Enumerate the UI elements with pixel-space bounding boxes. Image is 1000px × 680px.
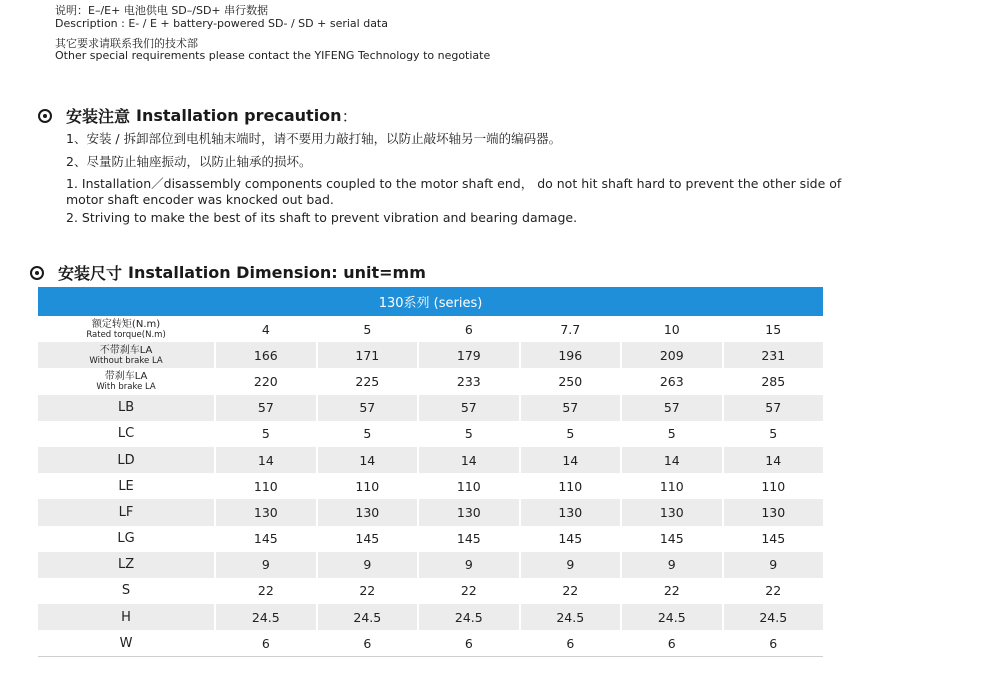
table-row — [38, 473, 823, 499]
table-cell: 6 — [363, 635, 372, 651]
table-cell: 220 — [253, 373, 278, 389]
table-cell: 57 — [622, 395, 721, 421]
precaution-heading — [38, 104, 358, 127]
table-cell: 5 — [261, 426, 270, 442]
table-cell: 225 — [355, 373, 380, 389]
table-body — [38, 316, 823, 656]
table-cell: 5 — [667, 426, 676, 442]
table-cell: 22 — [257, 583, 274, 599]
table-row — [38, 447, 823, 473]
table-row — [38, 368, 823, 394]
table-cell: 24.5 — [216, 604, 315, 630]
row-label — [38, 421, 214, 447]
table-cell: 14 — [521, 447, 620, 473]
row-label — [38, 368, 214, 394]
table-cell: 6 — [464, 635, 473, 651]
row-label — [38, 342, 214, 368]
table-cell: 250 — [558, 373, 583, 389]
row-label-cn: 不带刹车LA — [99, 344, 153, 356]
table-cell: 7.7 — [560, 321, 581, 337]
table-cell: 110 — [456, 478, 481, 494]
row-label — [38, 578, 214, 604]
table-cell: 285 — [761, 373, 786, 389]
table-cell: 14 — [318, 447, 417, 473]
table-cell: 130 — [622, 499, 721, 525]
table-cell: 9 — [521, 552, 620, 578]
table-row — [38, 499, 823, 525]
row-label-text: H — [121, 609, 131, 625]
row-label-text: LC — [117, 426, 135, 442]
row-label-cn: 额定转矩(N.m) — [91, 318, 161, 330]
precaution-en-2: 2. Striving to make the best of its shaft to prevent vibration and bearing damage. — [66, 210, 578, 225]
table-cell: 14 — [622, 447, 721, 473]
table-cell: 22 — [663, 583, 680, 599]
circle-bullet-icon — [38, 109, 52, 123]
table-cell: 9 — [318, 552, 417, 578]
precaution-cn-1: 1、安装 / 拆卸部位到电机轴末端时，请不要用力敲打轴，以防止敲坏轴另一端的编码器。 — [66, 131, 562, 146]
table-cell: 5 — [769, 426, 778, 442]
table-cell: 110 — [659, 478, 684, 494]
note-line-2: Description : E- / E + battery-powered SD- / SD + serial data — [55, 17, 388, 30]
table-cell: 10 — [663, 321, 680, 337]
table-row — [38, 395, 823, 421]
table-cell: 231 — [724, 342, 823, 368]
row-label — [38, 316, 214, 342]
row-label — [38, 526, 214, 552]
table-cell: 179 — [419, 342, 518, 368]
row-label — [38, 552, 214, 578]
row-label — [38, 395, 214, 421]
row-label — [38, 499, 214, 525]
table-cell: 110 — [253, 478, 278, 494]
precaution-cn-2: 2、尽量防止轴座振动，以防止轴承的损坏。 — [66, 154, 312, 169]
table-cell: 24.5 — [622, 604, 721, 630]
note-line-4: Other special requirements please contact the YIFENG Technology to negotiate — [55, 49, 491, 62]
row-label-text: LG — [117, 531, 135, 547]
table-cell: 233 — [456, 373, 481, 389]
row-label-text: S — [121, 583, 131, 599]
table-row — [38, 421, 823, 447]
table-cell: 5 — [363, 426, 372, 442]
table-cell: 5 — [363, 321, 372, 337]
dimension-heading-cn: 安装尺寸 — [58, 264, 123, 283]
table-cell: 57 — [521, 395, 620, 421]
table-cell: 196 — [521, 342, 620, 368]
row-label — [38, 630, 214, 656]
dimension-table — [38, 287, 823, 657]
table-cell: 9 — [419, 552, 518, 578]
table-cell: 24.5 — [419, 604, 518, 630]
table-cell: 6 — [769, 635, 778, 651]
table-row — [38, 342, 823, 368]
table-cell: 6 — [566, 635, 575, 651]
table-cell: 5 — [566, 426, 575, 442]
row-label-text: LB — [117, 400, 135, 416]
table-row — [38, 526, 823, 552]
note-line-3: 其它要求请联系我们的技术部 — [55, 37, 198, 50]
dimension-heading — [30, 261, 426, 284]
table-cell: 145 — [761, 531, 786, 547]
table-bottom-rule — [38, 656, 823, 657]
row-label-en: Rated torque(N.m) — [86, 329, 166, 340]
table-row — [38, 316, 823, 342]
row-label-en: Without brake LA — [89, 355, 163, 366]
row-label-text: LF — [118, 504, 134, 520]
row-label-en: With brake LA — [96, 381, 156, 392]
table-cell: 14 — [216, 447, 315, 473]
table-cell: 110 — [558, 478, 583, 494]
precaution-heading-en: Installation precaution — [136, 106, 342, 125]
precaution-heading-suffix: ： — [341, 107, 358, 126]
table-cell: 9 — [724, 552, 823, 578]
table-cell: 130 — [724, 499, 823, 525]
table-cell: 24.5 — [521, 604, 620, 630]
table-cell: 145 — [456, 531, 481, 547]
row-label — [38, 604, 214, 630]
table-cell: 130 — [318, 499, 417, 525]
table-cell: 24.5 — [318, 604, 417, 630]
table-cell: 9 — [216, 552, 315, 578]
table-cell: 14 — [419, 447, 518, 473]
table-cell: 4 — [261, 321, 270, 337]
table-cell: 6 — [261, 635, 270, 651]
precaution-heading-cn: 安装注意 — [66, 107, 131, 126]
table-cell: 22 — [765, 583, 782, 599]
table-cell: 22 — [359, 583, 376, 599]
table-cell: 145 — [253, 531, 278, 547]
table-cell: 209 — [622, 342, 721, 368]
table-cell: 130 — [216, 499, 315, 525]
table-cell: 166 — [216, 342, 315, 368]
table-cell: 110 — [355, 478, 380, 494]
table-row — [38, 552, 823, 578]
table-row — [38, 604, 823, 630]
table-cell: 130 — [521, 499, 620, 525]
table-cell: 263 — [659, 373, 684, 389]
table-cell: 24.5 — [724, 604, 823, 630]
table-cell: 22 — [460, 583, 477, 599]
row-label-text: LD — [117, 452, 135, 468]
table-row — [38, 630, 823, 656]
table-cell: 6 — [667, 635, 676, 651]
row-label — [38, 473, 214, 499]
table-cell: 6 — [464, 321, 473, 337]
table-cell: 110 — [761, 478, 786, 494]
table-cell: 57 — [419, 395, 518, 421]
table-cell: 22 — [562, 583, 579, 599]
table-cell: 9 — [622, 552, 721, 578]
table-cell: 145 — [558, 531, 583, 547]
table-cell: 130 — [419, 499, 518, 525]
row-label-text: LZ — [117, 557, 135, 573]
row-label — [38, 447, 214, 473]
row-label-text: LE — [118, 478, 134, 494]
table-cell: 171 — [318, 342, 417, 368]
table-header: 130系列 (series) — [38, 287, 823, 316]
dimension-heading-en: Installation Dimension: unit=mm — [128, 263, 426, 282]
row-label-text: W — [119, 635, 133, 651]
table-cell: 15 — [765, 321, 782, 337]
table-cell: 57 — [318, 395, 417, 421]
table-cell: 57 — [216, 395, 315, 421]
precaution-en-1: 1. Installation／disassembly components coupled to the motor shaft end， do not hit shaft hard to prevent the other side of motor shaft encoder was knocked out bad. — [66, 176, 842, 207]
table-cell: 145 — [355, 531, 380, 547]
note-line-1: 说明：E–/E+ 电池供电 SD–/SD+ 串行数据 — [55, 4, 269, 17]
circle-bullet-icon — [30, 266, 44, 280]
table-cell: 14 — [724, 447, 823, 473]
table-row — [38, 578, 823, 604]
table-cell: 145 — [659, 531, 684, 547]
row-label-cn: 带刹车LA — [104, 370, 148, 382]
table-cell: 57 — [724, 395, 823, 421]
table-cell: 5 — [464, 426, 473, 442]
